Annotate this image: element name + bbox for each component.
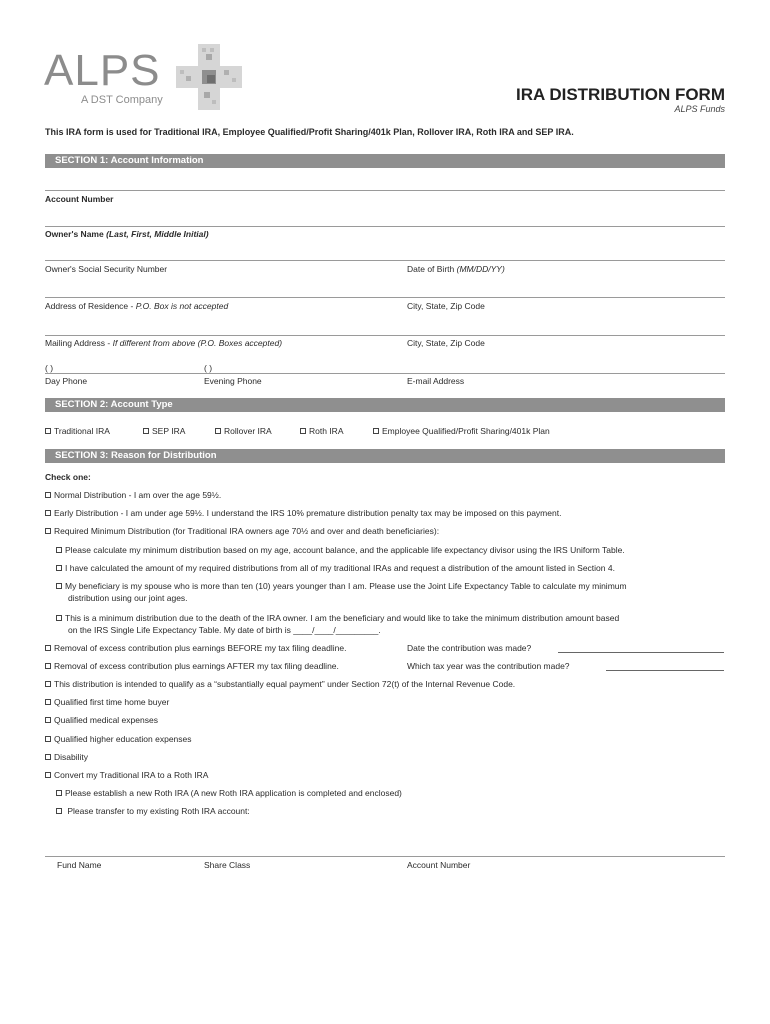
reason-medical[interactable] bbox=[45, 715, 158, 726]
form-intro: This IRA form is used for Traditional IRA, Employee Qualified/Profit Sharing/401k Plan, Rollover IRA, Roth IRA and SEP IRA. bbox=[45, 127, 574, 137]
owner-name-line[interactable] bbox=[45, 226, 725, 227]
checkbox-icon[interactable] bbox=[300, 428, 306, 434]
dob-label bbox=[407, 264, 505, 275]
form-subtitle: ALPS Funds bbox=[674, 104, 725, 114]
option-label: Rollover IRA bbox=[224, 426, 272, 436]
roth-account-number-label: Account Number bbox=[407, 860, 471, 870]
reason-label-continued: distribution using our joint ages. bbox=[68, 593, 188, 603]
owner-name-text: Owner's Name bbox=[45, 229, 104, 239]
day-phone-area-code: ( ) bbox=[45, 363, 54, 373]
checkbox-icon[interactable] bbox=[56, 565, 62, 571]
fund-name-label: Fund Name bbox=[57, 860, 102, 870]
checkbox-icon[interactable] bbox=[56, 547, 62, 553]
reason-disability[interactable] bbox=[45, 752, 88, 763]
email-label: E-mail Address bbox=[407, 376, 465, 386]
dob-text: Date of Birth bbox=[407, 264, 455, 274]
excess-after-year-question bbox=[407, 661, 570, 672]
reason-label: Please establish a new Roth IRA (A new Roth IRA application is completed and enclosed) bbox=[65, 788, 402, 798]
excess-before-date-question bbox=[407, 643, 531, 654]
reason-label: Required Minimum Distribution (for Traditional IRA owners age 70½ and over and death beneficiaries): bbox=[54, 526, 440, 536]
address-line[interactable] bbox=[45, 297, 725, 298]
option-label: Traditional IRA bbox=[54, 426, 110, 436]
reason-excess-after[interactable] bbox=[45, 661, 339, 672]
account-type-employee-qualified[interactable] bbox=[373, 426, 550, 437]
mailing-text: Mailing Address - bbox=[45, 338, 111, 348]
section-3-header: SECTION 3: Reason for Distribution bbox=[45, 449, 725, 463]
checkbox-icon[interactable] bbox=[45, 510, 51, 516]
checkbox-icon[interactable] bbox=[45, 717, 51, 723]
section-2-header: SECTION 2: Account Type bbox=[45, 398, 725, 412]
share-class-label: Share Class bbox=[204, 860, 251, 870]
mailing-label bbox=[45, 338, 282, 349]
rmd-option-spouse[interactable] bbox=[56, 580, 726, 604]
rmd-option-calculate[interactable] bbox=[56, 545, 625, 556]
reason-label: This distribution is intended to qualify as a “substantially equal payment” under Section 72(t) of the Internal Revenue Code. bbox=[54, 679, 516, 689]
account-type-traditional[interactable] bbox=[45, 426, 110, 437]
reason-label: My beneficiary is my spouse who is more than ten (10) years younger than I am. Please use the Joint Life Expectancy Table to calculate my minimum bbox=[65, 581, 627, 591]
reason-label: Please transfer to my existing Roth IRA account: bbox=[67, 806, 250, 816]
reason-sepp[interactable] bbox=[45, 679, 515, 690]
question-label: Which tax year was the contribution made? bbox=[407, 661, 570, 671]
reason-first-home[interactable] bbox=[45, 697, 169, 708]
checkbox-icon[interactable] bbox=[45, 754, 51, 760]
form-title: IRA DISTRIBUTION FORM bbox=[515, 85, 725, 104]
reason-label: Normal Distribution - I am over the age 59½. bbox=[54, 490, 222, 500]
checkbox-icon[interactable] bbox=[373, 428, 379, 434]
address-text: Address of Residence - bbox=[45, 301, 134, 311]
checkbox-icon[interactable] bbox=[45, 736, 51, 742]
account-number-line[interactable] bbox=[45, 190, 725, 191]
ssn-dob-line[interactable] bbox=[45, 260, 725, 261]
reason-label: I have calculated the amount of my required distributions from all of my traditional IRAs and request a distribution of the amount listed in Section 4. bbox=[65, 563, 615, 573]
day-phone-label: Day Phone bbox=[45, 376, 88, 386]
account-type-rollover[interactable] bbox=[215, 426, 272, 437]
reason-label-continued: on the IRS Single Life Expectancy Table. My date of birth is ____/____/_________. bbox=[68, 625, 381, 635]
conversion-new-roth[interactable] bbox=[56, 788, 402, 799]
checkbox-icon[interactable] bbox=[56, 615, 62, 621]
reason-label: Qualified medical expenses bbox=[54, 715, 158, 725]
checkbox-icon[interactable] bbox=[45, 681, 51, 687]
evening-phone-area-code: ( ) bbox=[204, 363, 213, 373]
section-1-header: SECTION 1: Account Information bbox=[45, 154, 725, 168]
checkbox-icon[interactable] bbox=[45, 492, 51, 498]
address-hint: P.O. Box is not accepted bbox=[135, 301, 229, 311]
dob-hint: (MM/DD/YY) bbox=[456, 264, 505, 274]
option-label: Roth IRA bbox=[309, 426, 344, 436]
account-type-sep[interactable] bbox=[143, 426, 185, 437]
checkbox-icon[interactable] bbox=[56, 808, 62, 814]
checkbox-icon[interactable] bbox=[143, 428, 149, 434]
checkbox-icon[interactable] bbox=[45, 772, 51, 778]
city-state-zip-label-2: City, State, Zip Code bbox=[407, 338, 485, 348]
check-one-label: Check one: bbox=[45, 472, 91, 482]
conversion-existing-roth[interactable] bbox=[56, 806, 250, 817]
reason-label: Please calculate my minimum distribution based on my age, account balance, and the applicable life expectancy divisor using the IRS Uniform Table. bbox=[65, 545, 625, 555]
alps-logo-tagline: A DST Company bbox=[81, 94, 163, 106]
owner-name-hint: (Last, First, Middle Initial) bbox=[106, 229, 209, 239]
account-type-roth[interactable] bbox=[300, 426, 344, 437]
account-number-label: Account Number bbox=[45, 194, 114, 204]
checkbox-icon[interactable] bbox=[45, 645, 51, 651]
owner-name-label bbox=[45, 229, 209, 240]
reason-education[interactable] bbox=[45, 734, 192, 745]
checkbox-icon[interactable] bbox=[56, 583, 62, 589]
reason-excess-before[interactable] bbox=[45, 643, 346, 654]
excess-after-year-field[interactable] bbox=[606, 670, 724, 671]
reason-normal[interactable] bbox=[45, 490, 221, 501]
reason-label: Removal of excess contribution plus earnings BEFORE my tax filing deadline. bbox=[54, 643, 347, 653]
question-label: Date the contribution was made? bbox=[407, 643, 532, 653]
mailing-line[interactable] bbox=[45, 335, 725, 336]
reason-roth-conversion[interactable] bbox=[45, 770, 208, 781]
checkbox-icon[interactable] bbox=[56, 790, 62, 796]
rmd-option-self-calculated[interactable] bbox=[56, 563, 615, 574]
reason-label: Removal of excess contribution plus earnings AFTER my tax filing deadline. bbox=[54, 661, 339, 671]
checkbox-icon[interactable] bbox=[45, 428, 51, 434]
alps-logo-text: ALPS bbox=[44, 46, 161, 95]
alps-cross-logo-icon bbox=[176, 44, 242, 110]
roth-account-line[interactable] bbox=[45, 856, 725, 857]
reason-early[interactable] bbox=[45, 508, 561, 519]
mailing-hint: If different from above (P.O. Boxes accepted) bbox=[112, 338, 283, 348]
reason-label: Early Distribution - I am under age 59½. I understand the IRS 10% premature distribution penalty tax may be imposed on this payment. bbox=[54, 508, 562, 518]
rmd-option-beneficiary[interactable] bbox=[56, 612, 726, 636]
reason-label: This is a minimum distribution due to the death of the IRA owner. I am the beneficiary and would like to take the minimum distribution amount based bbox=[65, 613, 620, 623]
option-label: SEP IRA bbox=[152, 426, 186, 436]
excess-before-date-field[interactable] bbox=[558, 652, 724, 653]
phone-email-line[interactable] bbox=[45, 373, 725, 374]
reason-label: Disability bbox=[54, 752, 89, 762]
ssn-label: Owner's Social Security Number bbox=[45, 264, 168, 274]
address-label bbox=[45, 301, 228, 312]
evening-phone-label: Evening Phone bbox=[204, 376, 262, 386]
option-label: Employee Qualified/Profit Sharing/401k Plan bbox=[382, 426, 550, 436]
city-state-zip-label-1: City, State, Zip Code bbox=[407, 301, 485, 311]
checkbox-icon[interactable] bbox=[45, 663, 51, 669]
checkbox-icon[interactable] bbox=[45, 528, 51, 534]
reason-label: Qualified first time home buyer bbox=[54, 697, 170, 707]
checkbox-icon[interactable] bbox=[215, 428, 221, 434]
reason-label: Qualified higher education expenses bbox=[54, 734, 192, 744]
reason-label: Convert my Traditional IRA to a Roth IRA bbox=[54, 770, 209, 780]
checkbox-icon[interactable] bbox=[45, 699, 51, 705]
reason-rmd[interactable] bbox=[45, 526, 439, 537]
